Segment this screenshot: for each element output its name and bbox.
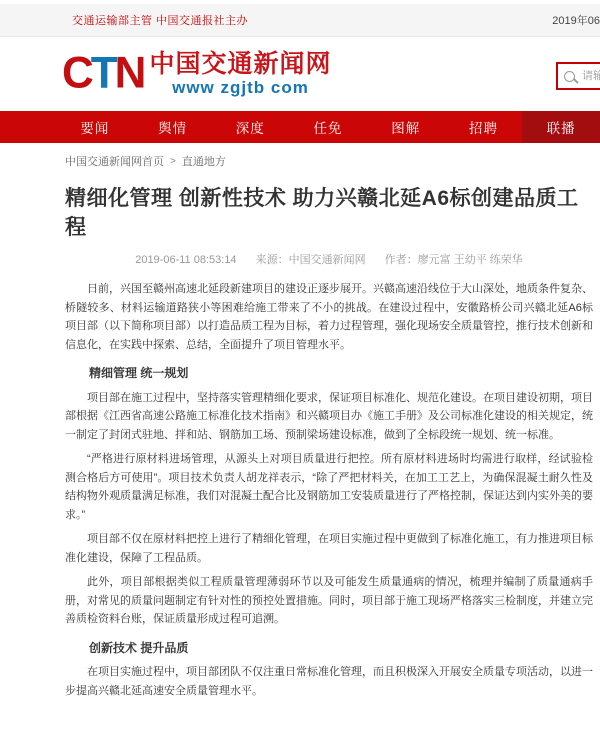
article-paragraph: 此外，项目部根据类似工程质量管理薄弱环节以及可能发生质量通病的情况，梳理并编制了质量通病手册，对常见的质量问题制定有针对性的预控处置措施。同时，项目部于施工现场严格落实三检制度，并建立完善质检资料台账，保证质量形成过程可追溯。 bbox=[65, 576, 593, 625]
breadcrumb-separator: > bbox=[170, 155, 176, 167]
section-heading: 创新技术 提升品质 bbox=[89, 640, 189, 655]
article-title: 精细化管理 创新性技术 助力兴赣北延A6标创建品质工程 bbox=[65, 187, 579, 239]
logo-letter-t: T bbox=[90, 47, 115, 98]
site-url: www zgjtb com bbox=[172, 78, 309, 97]
sponsor-text: 交通运输部主管 中国交通报社主办 bbox=[72, 15, 249, 27]
article-paragraph: “严格进行原材料进场管理，从源头上对项目质量进行把控。所有原材料进场时均需进行取样，经试验检测合格后方可使用”。项目技术负责人胡龙祥表示，“除了严把材料关，在加工工艺上，为确保混凝土耐久性及结构物外观质量满足标准，我们对混凝土配合比及钢筋加工安装质量进行了严格控制，保证达到内实外美的要求。” bbox=[65, 453, 593, 521]
publish-datetime: 2019-06-11 08:53:14 bbox=[135, 254, 237, 266]
site-logo[interactable] bbox=[62, 48, 331, 98]
main-nav bbox=[0, 111, 600, 143]
search-box[interactable] bbox=[556, 62, 600, 90]
article-paragraph: 项目部不仅在原材料把控上进行了精细化管理，在项目实施过程中更做到了标准化施工，有力推进项目标准化建设，保障了工程品质。 bbox=[65, 533, 593, 564]
breadcrumb-home-link[interactable]: 中国交通新闻网首页 bbox=[65, 156, 164, 168]
logo-letter-n: N bbox=[114, 47, 144, 98]
ctn-logo-letters bbox=[62, 48, 143, 99]
article-authors: 作者：廖元富 王幼平 练荣华 bbox=[384, 254, 523, 266]
article-paragraph: 日前，兴国至赣州高速北延段新建项目的建设正逐步展开。兴赣高速沿线位于大山深处，地质条件复杂、桥隧较多、材料运输道路狭小等困难给施工带来了不小的挑战。在建设过程中，安徽路桥公司兴赣北延A6标项目部（以下简称项目部）以打造品质工程为目标，着力过程管理，强化现场安全质量管控，推行技术创新和信息化，在实践中探索、总结，全面提升了项目管理水平。 bbox=[65, 283, 593, 351]
nav-item-shendu[interactable]: 深度 bbox=[235, 121, 265, 136]
article-meta bbox=[65, 251, 593, 267]
search-icon[interactable] bbox=[564, 71, 575, 82]
article-paragraph: 项目部在施工过程中，坚持落实管理精细化要求，保证项目标准化、规范化建设。在项目建设初期，项目部根据《江西省高速公路施工标准化技术指南》和兴赣项目办《施工手册》及公司标准化建设的相关规定，统一制定了封闭式驻地、拌和站、钢筋加工场、预制梁场建设标准，做到了全标段统一规划、统一标准。 bbox=[65, 391, 593, 441]
nav-item-yuqing[interactable]: 舆情 bbox=[158, 121, 188, 136]
nav-item-yaowen[interactable]: 要闻 bbox=[80, 121, 110, 136]
nav-item-lianbo[interactable]: 联播 bbox=[522, 111, 600, 143]
top-bar bbox=[0, 4, 600, 37]
section-heading: 精细管理 统一规划 bbox=[89, 366, 189, 380]
logo-text bbox=[149, 48, 331, 97]
current-date: 2019年06 bbox=[552, 15, 600, 27]
nav-item-tujie[interactable]: 图解 bbox=[391, 121, 421, 136]
nav-item-zhaopin[interactable]: 招聘 bbox=[468, 121, 498, 136]
article-paragraph: 在项目实施过程中，项目部团队不仅注重日常标准化管理，而且积极深入开展安全质量专项活动，以进一步提高兴赣北延高速安全质量管理水平。 bbox=[65, 666, 593, 697]
breadcrumb bbox=[65, 153, 600, 169]
article-source: 来源：中国交通新闻网 bbox=[255, 254, 366, 266]
article bbox=[65, 184, 593, 700]
breadcrumb-current-link[interactable]: 直通地方 bbox=[181, 156, 226, 168]
article-body bbox=[65, 280, 593, 700]
nav-item-renmian[interactable]: 任免 bbox=[313, 121, 343, 136]
site-header bbox=[0, 37, 600, 111]
search-input[interactable] bbox=[582, 70, 600, 82]
site-name: 中国交通新闻网 bbox=[149, 50, 332, 78]
logo-letter-c: C bbox=[62, 47, 91, 98]
